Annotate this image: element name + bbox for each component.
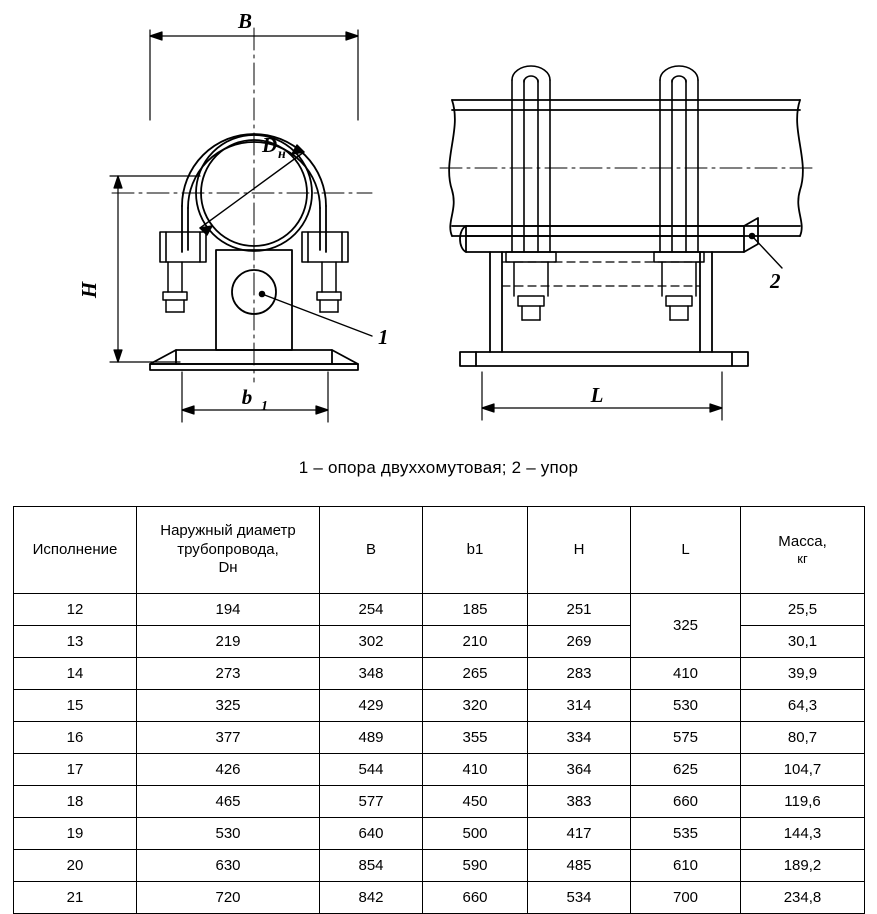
cell-b1: 265 (423, 658, 528, 690)
dim-label-H: H (77, 281, 101, 299)
header-B: B (320, 507, 423, 594)
cell-H: 383 (528, 786, 631, 818)
table-row (14, 882, 865, 914)
cell-B: 544 (320, 754, 423, 786)
cell-mass: 234,8 (741, 882, 865, 914)
cell-H: 283 (528, 658, 631, 690)
cell-ispolnenie: 13 (14, 626, 137, 658)
technical-drawing (0, 0, 877, 450)
header-mass-line2: кг (797, 551, 808, 567)
header-b1: b1 (423, 507, 528, 594)
cell-b1: 660 (423, 882, 528, 914)
spec-table-wrapper (13, 506, 864, 914)
cell-L: 535 (631, 818, 741, 850)
dim-label-B: B (237, 9, 253, 33)
cell-mass: 104,7 (741, 754, 865, 786)
callout-label-2: 2 (770, 269, 781, 293)
cell-b1: 320 (423, 690, 528, 722)
cell-dn: 325 (137, 690, 320, 722)
cell-dn: 630 (137, 850, 320, 882)
cell-ispolnenie: 18 (14, 786, 137, 818)
right-view-support-body (460, 252, 748, 366)
cell-b1: 185 (423, 594, 528, 626)
cell-L: 625 (631, 754, 741, 786)
right-view-hidden-lines (502, 262, 700, 286)
callout-label-1: 1 (378, 325, 389, 349)
cell-ispolnenie: 19 (14, 818, 137, 850)
cell-b1: 210 (423, 626, 528, 658)
right-view-ubolts (512, 66, 698, 252)
cell-mass: 64,3 (741, 690, 865, 722)
cell-mass: 189,2 (741, 850, 865, 882)
header-ispolnenie: Исполнение (14, 507, 137, 594)
header-mass-line1: Масса, (778, 532, 827, 550)
header-L: L (631, 507, 741, 594)
cell-dn: 465 (137, 786, 320, 818)
cell-dn: 530 (137, 818, 320, 850)
cell-B: 302 (320, 626, 423, 658)
cell-dn: 377 (137, 722, 320, 754)
cell-B: 489 (320, 722, 423, 754)
cell-ispolnenie: 20 (14, 850, 137, 882)
dim-label-b1: b (241, 385, 253, 409)
cell-H: 534 (528, 882, 631, 914)
cell-B: 640 (320, 818, 423, 850)
dimension-b1 (182, 372, 328, 422)
cell-dn: 273 (137, 658, 320, 690)
cell-b1: 590 (423, 850, 528, 882)
cell-L: 610 (631, 850, 741, 882)
cell-B: 348 (320, 658, 423, 690)
cell-ispolnenie: 15 (14, 690, 137, 722)
cell-H: 314 (528, 690, 631, 722)
table-row (14, 690, 865, 722)
dim-label-dn: D (262, 133, 278, 157)
cell-mass: 30,1 (741, 626, 865, 658)
right-view-saddle (460, 218, 758, 252)
cell-dn: 720 (137, 882, 320, 914)
cell-B: 577 (320, 786, 423, 818)
cell-L-merged: 325 (631, 594, 741, 658)
cell-B: 842 (320, 882, 423, 914)
table-row (14, 722, 865, 754)
table-row (14, 658, 865, 690)
cell-dn: 219 (137, 626, 320, 658)
cell-H: 334 (528, 722, 631, 754)
table-row (14, 850, 865, 882)
dimension-H (110, 176, 200, 362)
cell-L: 410 (631, 658, 741, 690)
table-row (14, 754, 865, 786)
cell-B: 854 (320, 850, 423, 882)
cell-b1: 500 (423, 818, 528, 850)
dim-label-dn-subscript: н (278, 147, 286, 162)
cell-mass: 144,3 (741, 818, 865, 850)
table-row (14, 786, 865, 818)
cell-B: 254 (320, 594, 423, 626)
cell-dn: 194 (137, 594, 320, 626)
dim-label-L: L (590, 383, 604, 407)
dim-label-b1-subscript: 1 (261, 399, 268, 414)
leader-callout-2 (749, 233, 782, 268)
cell-L: 660 (631, 786, 741, 818)
cell-b1: 410 (423, 754, 528, 786)
cell-dn: 426 (137, 754, 320, 786)
header-diameter-line3: Dн (218, 559, 238, 577)
cell-mass: 25,5 (741, 594, 865, 626)
cell-ispolnenie: 12 (14, 594, 137, 626)
left-view-centerlines (112, 28, 372, 382)
cell-H: 417 (528, 818, 631, 850)
header-H: H (528, 507, 631, 594)
cell-ispolnenie: 17 (14, 754, 137, 786)
table-row (14, 818, 865, 850)
cell-mass: 39,9 (741, 658, 865, 690)
table-row (14, 594, 865, 626)
cell-ispolnenie: 21 (14, 882, 137, 914)
figure-caption: 1 – опора двуххомутовая; 2 – упор (298, 458, 579, 477)
cell-H: 269 (528, 626, 631, 658)
cell-b1: 355 (423, 722, 528, 754)
cell-L: 575 (631, 722, 741, 754)
spec-table (13, 506, 865, 914)
table-header-row (14, 507, 865, 594)
cell-mass: 119,6 (741, 786, 865, 818)
leader-callout-1 (259, 291, 372, 336)
cell-L: 530 (631, 690, 741, 722)
header-diameter (137, 507, 320, 594)
cell-ispolnenie: 14 (14, 658, 137, 690)
cell-mass: 80,7 (741, 722, 865, 754)
header-diameter-line1: Наружный диаметр (160, 521, 296, 539)
cell-H: 251 (528, 594, 631, 626)
cell-B: 429 (320, 690, 423, 722)
cell-b1: 450 (423, 786, 528, 818)
leader-dn (200, 145, 304, 235)
cell-H: 485 (528, 850, 631, 882)
cell-L: 700 (631, 882, 741, 914)
header-diameter-line2: трубопровода, (177, 540, 279, 558)
cell-ispolnenie: 16 (14, 722, 137, 754)
header-mass (741, 507, 865, 594)
cell-H: 364 (528, 754, 631, 786)
